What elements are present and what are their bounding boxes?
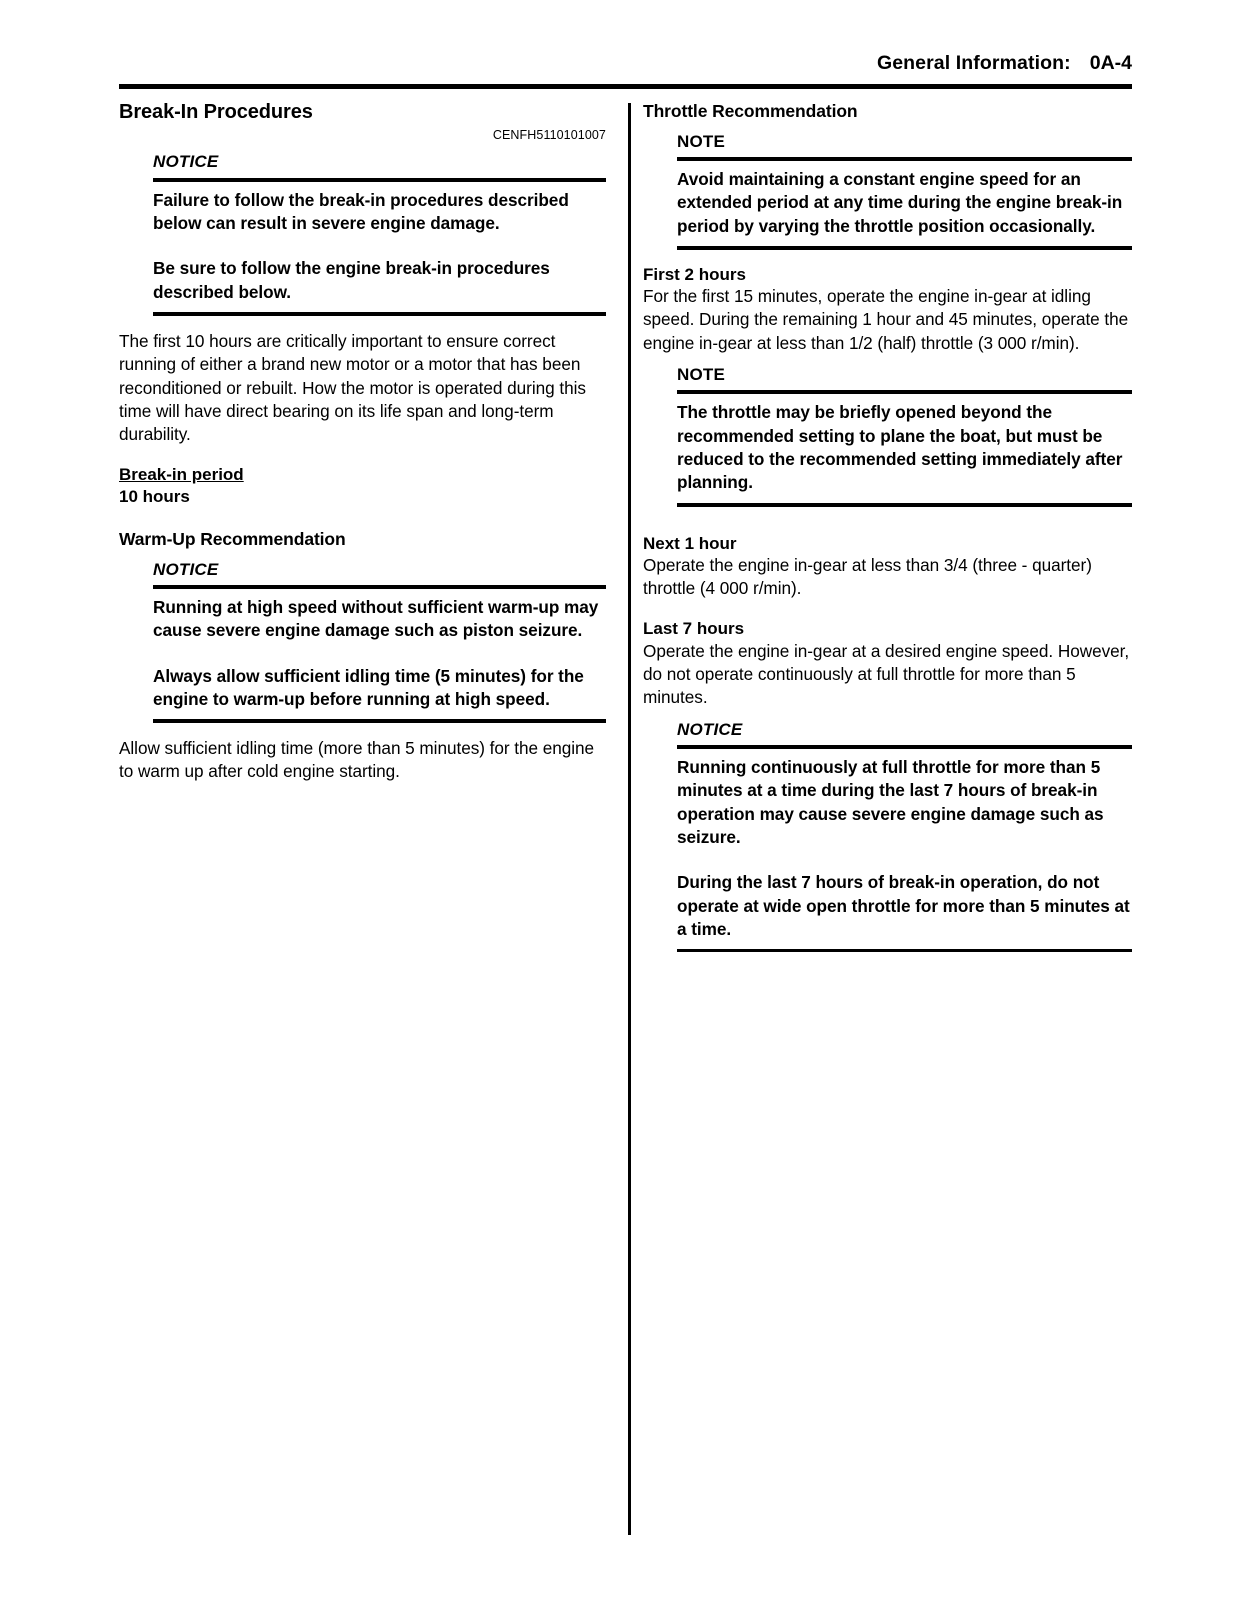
note-block-1 xyxy=(677,132,1132,250)
notice-block-1 xyxy=(153,152,606,316)
break-in-period-heading: Break-in period xyxy=(119,465,244,485)
section-title-throttle-recommendation: Throttle Recommendation xyxy=(643,101,858,121)
first-2-hours-text: For the first 15 minutes, operate the engine in-gear at idling speed. During the remaining 1 hour and 45 minutes, operate the engine in-gear at less than 1/2 (half) throttle (3 000 r/min). xyxy=(643,286,1129,353)
note-paragraph: Avoid maintaining a constant engine speed for an extended period at any time during the engine break-in period by varying the throttle position occasionally. xyxy=(677,169,1123,236)
next-1-hour-heading: Next 1 hour xyxy=(643,533,737,553)
document-code: CENFH5110101007 xyxy=(492,127,606,142)
note-block-2 xyxy=(677,365,1132,507)
break-in-period-group xyxy=(119,464,606,507)
break-in-period-value: 10 hours xyxy=(119,486,190,506)
header-rule xyxy=(119,84,1132,89)
page-header xyxy=(119,52,1132,84)
notice-body xyxy=(153,589,606,719)
warm-up-recommendation-heading: Warm-Up Recommendation xyxy=(119,528,346,549)
last-7-hours-text: Operate the engine in-gear at a desired engine speed. However, do not operate continuously at full throttle for more than 5 minutes. xyxy=(643,640,1130,708)
notice-body xyxy=(153,182,606,312)
notice-paragraph: Running at high speed without sufficient warm-up may cause severe engine damage such as piston seizure. xyxy=(153,596,599,641)
left-column xyxy=(119,101,606,784)
page-number: 0A-4 xyxy=(1089,52,1132,74)
notice-paragraph: Be sure to follow the engine break-in procedures described below. xyxy=(153,258,550,302)
right-column xyxy=(643,101,1132,952)
note-body xyxy=(677,394,1132,502)
next-1-hour-text: Operate the engine in-gear at less than 3/4 (three - quarter) throttle (4 000 r/min). xyxy=(643,554,1092,599)
first-2-hours-heading: First 2 hours xyxy=(643,264,746,284)
notice-paragraph: Always allow sufficient idling time (5 minutes) for the engine to warm-up before running at high speed. xyxy=(153,665,584,709)
notice-body xyxy=(677,749,1132,949)
intro-paragraph: The first 10 hours are critically important to ensure correct running of either a brand new motor or a motor that has been reconditioned or rebuilt. How the motor is operated during this time will have direct bearing on its life span and long-term durability. xyxy=(119,330,586,445)
notice-label: NOTICE xyxy=(677,719,743,739)
header-title: General Information: xyxy=(876,52,1071,74)
closing-paragraph: Allow sufficient idling time (more than 5 minutes) for the engine to warm up after cold engine starting. xyxy=(119,738,595,782)
notice-label: NOTICE xyxy=(153,152,219,172)
note-label: NOTE xyxy=(677,365,726,385)
note-label: NOTE xyxy=(677,131,726,151)
note-body xyxy=(677,161,1132,246)
note-paragraph: The throttle may be briefly opened beyond the recommended setting to plane the boat, but must be reduced to the recommended setting immediately after planning. xyxy=(677,402,1123,493)
notice-label: NOTICE xyxy=(153,559,219,579)
notice-block-3 xyxy=(677,720,1132,952)
last-7-hours-heading: Last 7 hours xyxy=(643,619,745,639)
notice-block-2 xyxy=(153,560,606,724)
section-title-break-in-procedures: Break-In Procedures xyxy=(119,101,313,123)
notice-paragraph: During the last 7 hours of break-in operation, do not operate at wide open throttle for more than 5 minutes at a time. xyxy=(677,872,1130,939)
notice-paragraph: Running continuously at full throttle for more than 5 minutes at a time during the last 7 hours of break-in operation may cause severe engine damage such as seizure. xyxy=(677,757,1104,847)
notice-bottom-rule xyxy=(677,949,1132,952)
notice-paragraph: Failure to follow the break-in procedures described below can result in severe engine damage. xyxy=(153,189,569,234)
column-divider xyxy=(628,103,631,1535)
